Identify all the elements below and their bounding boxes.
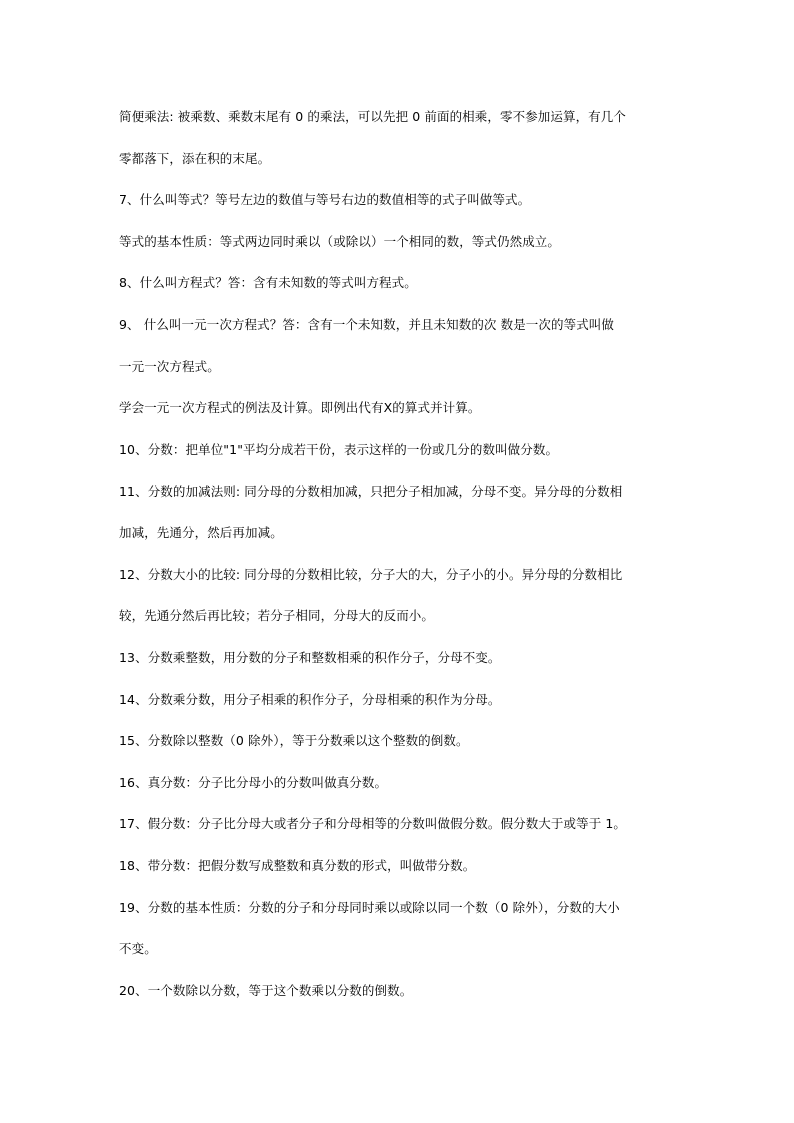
text-line: 零都落下，添在积的末尾。 <box>119 151 271 166</box>
text-line: 19、分数的基本性质：分数的分子和分母同时乘以或除以同一个数（0 除外），分数的大小 <box>119 900 620 915</box>
text-line: 16、真分数：分子比分母小的分数叫做真分数。 <box>119 775 388 790</box>
text-line: 简便乘法: 被乘数、乘数末尾有 0 的乘法，可以先把 0 前面的相乘，零不参加运算，有几个 <box>119 109 626 124</box>
text-line: 一元一次方程式。 <box>119 359 220 374</box>
text-line: 较，先通分然后再比较；若分子相同，分母大的反而小。 <box>119 608 435 623</box>
text-line: 学会一元一次方程式的例法及计算。即例出代有Ⅹ的算式并计算。 <box>119 400 481 415</box>
text-line: 9、 什么叫一元一次方程式？答：含有一个未知数，并且未知数的次 数是一次的等式叫做 <box>119 317 615 332</box>
text-line: 加减，先通分，然后再加减。 <box>119 525 283 540</box>
text-line: 等式的基本性质：等式两边同时乘以（或除以）一个相同的数，等式仍然成立。 <box>119 234 561 249</box>
text-line: 11、分数的加减法则: 同分母的分数相加减，只把分子相加减，分母不变。异分母的分数相 <box>119 484 623 499</box>
text-line: 13、分数乘整数，用分数的分子和整数相乘的积作分子，分母不变。 <box>119 650 501 665</box>
text-line: 12、分数大小的比较: 同分母的分数相比较，分子大的大，分子小的小。异分母的分数相比 <box>119 567 623 582</box>
text-line: 不变。 <box>119 941 157 956</box>
text-line: 10、分数：把单位"1"平均分成若干份，表示这样的一份或几分的数叫做分数。 <box>119 442 559 457</box>
text-line: 18、带分数：把假分数写成整数和真分数的形式，叫做带分数。 <box>119 858 476 873</box>
text-line: 14、分数乘分数，用分子相乘的积作分子，分母相乘的积作为分母。 <box>119 692 501 707</box>
text-line: 17、假分数：分子比分母大或者分子和分母相等的分数叫做假分数。假分数大于或等于 1。 <box>119 816 627 831</box>
text-line: 15、分数除以整数（0 除外），等于分数乘以这个整数的倒数。 <box>119 733 469 748</box>
text-line: 20、一个数除以分数，等于这个数乘以分数的倒数。 <box>119 983 413 998</box>
text-line: 8、什么叫方程式？答：含有未知数的等式叫方程式。 <box>119 275 417 290</box>
text-line: 7、什么叫等式？等号左边的数值与等号右边的数值相等的式子叫做等式。 <box>119 192 531 207</box>
